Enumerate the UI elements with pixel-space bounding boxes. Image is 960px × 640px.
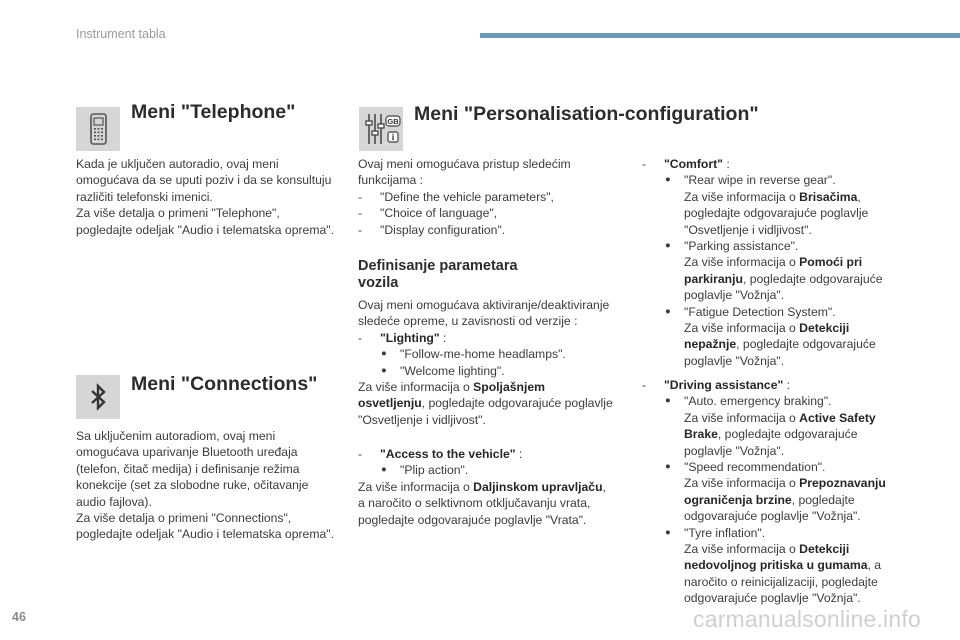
bluetooth-icon — [76, 375, 120, 419]
list-item: ● "Follow-me-home headlamps". — [358, 346, 648, 362]
driving-assistance-section: - "Driving assistance" : ● "Auto. emergency braking". Za više informacija o Active Safety Brake, pogledajte odgovarajuće poglavlje "Vožnja". ● "Speed recommendation". Za više informacija o Prepoznavanju ograničenja brzine, pogledajte odgovarajuće poglavlje "Vožnja". ● "Tyre inflation". Za više informacija o Detekciji nedovoljnog pritiska u gumama, a naročito o reinicijalizaciji, pogledajte odgovarajuće poglavlje "Vožnja". — [642, 377, 912, 607]
header-title: Instrument tabla — [76, 27, 166, 41]
function-item: - "Define the vehicle parameters", — [358, 189, 633, 205]
vehicle-parameters-text: Ovaj meni omogućava aktiviranje/deaktiviranje sledeće opreme, u zavisnosti od verzije : - "Lighting" : ● "Follow-me-home headlamps". ● "Welcome lighting". Za više informacija o Spoljašnjem osvetljenju, pogledajte odgovarajuće poglavlje "Osvetljenje i vidljivost". — [358, 297, 648, 428]
comfort-section: - "Comfort" : ● "Rear wipe in reverse gear". Za više informacija o Brisačima, pogledajte odgovarajuće poglavlje "Osvetljenje i vidljivost". ● "Parking assistance". Za više informacija o Pomoći pri parkiranju, pogledajte odgovarajuće poglavlje "Vožnja". ● "Fatigue Detection System". Za više informacija o Detekciji nepažnje, pogledajte odgovarajuće poglavlje "Vožnja". — [642, 156, 912, 369]
watermark: carmanualsonline.info — [693, 606, 921, 632]
connections-text: Sa uključenim autoradiom, ovaj meni omogućava uparivanje Bluetooth uređaja (telefon, čitač medija) i definisanje režima konekcije (set za slobodne ruke, očitavanje audio fajlova). Za više detalja o primeni "Connections", pogledajte odeljak "Audio i telematska oprema". — [76, 429, 334, 542]
header-accent-bar — [480, 33, 960, 38]
personalisation-title: Meni "Personalisation-configuration" — [414, 103, 759, 125]
icon-badge-gb: GB — [387, 117, 399, 126]
list-item: ● "Speed recommendation". — [642, 459, 912, 475]
list-item: ● "Auto. emergency braking". — [642, 393, 912, 409]
telephone-title: Meni "Telephone" — [131, 101, 296, 123]
icon-badge-info: i — [391, 132, 395, 142]
list-item: ● "Welcome lighting". — [358, 363, 648, 379]
list-item: ● "Fatigue Detection System". — [642, 304, 912, 320]
function-item: - "Choice of language", — [358, 205, 633, 221]
list-item: ● "Rear wipe in reverse gear". — [642, 172, 912, 188]
list-item: ● "Tyre inflation". — [642, 525, 912, 541]
list-item: ● "Parking assistance". — [642, 238, 912, 254]
connections-title: Meni "Connections" — [131, 373, 318, 395]
vehicle-parameters-subtitle: Definisanje parametara vozila — [358, 258, 518, 291]
personalisation-intro: Ovaj meni omogućava pristup sledećim funkcijama : - "Define the vehicle parameters", - "Choice of language", - "Display configuration". — [358, 156, 633, 238]
list-item: ● "Plip action". — [358, 462, 648, 478]
access-vehicle-text: - "Access to the vehicle" : ● "Plip action". Za više informacija o Daljinskom upravljaču, a naročito o selktivnom otključavanju vrata, pogledajte odgovarajuće poglavlje "Vrata". — [358, 446, 648, 528]
page-number: 46 — [12, 610, 26, 624]
telephone-text: Kada je uključen autoradio, ovaj meni omogućava da se uputi poziv i da se konsultuju različiti telefonski imenici. Za više detalja o primeni "Telephone", pogledajte odeljak "Audio i telematska oprema". — [76, 157, 334, 237]
phone-icon — [76, 107, 120, 151]
function-item: - "Display configuration". — [358, 222, 633, 238]
settings-sliders-icon — [359, 107, 403, 151]
